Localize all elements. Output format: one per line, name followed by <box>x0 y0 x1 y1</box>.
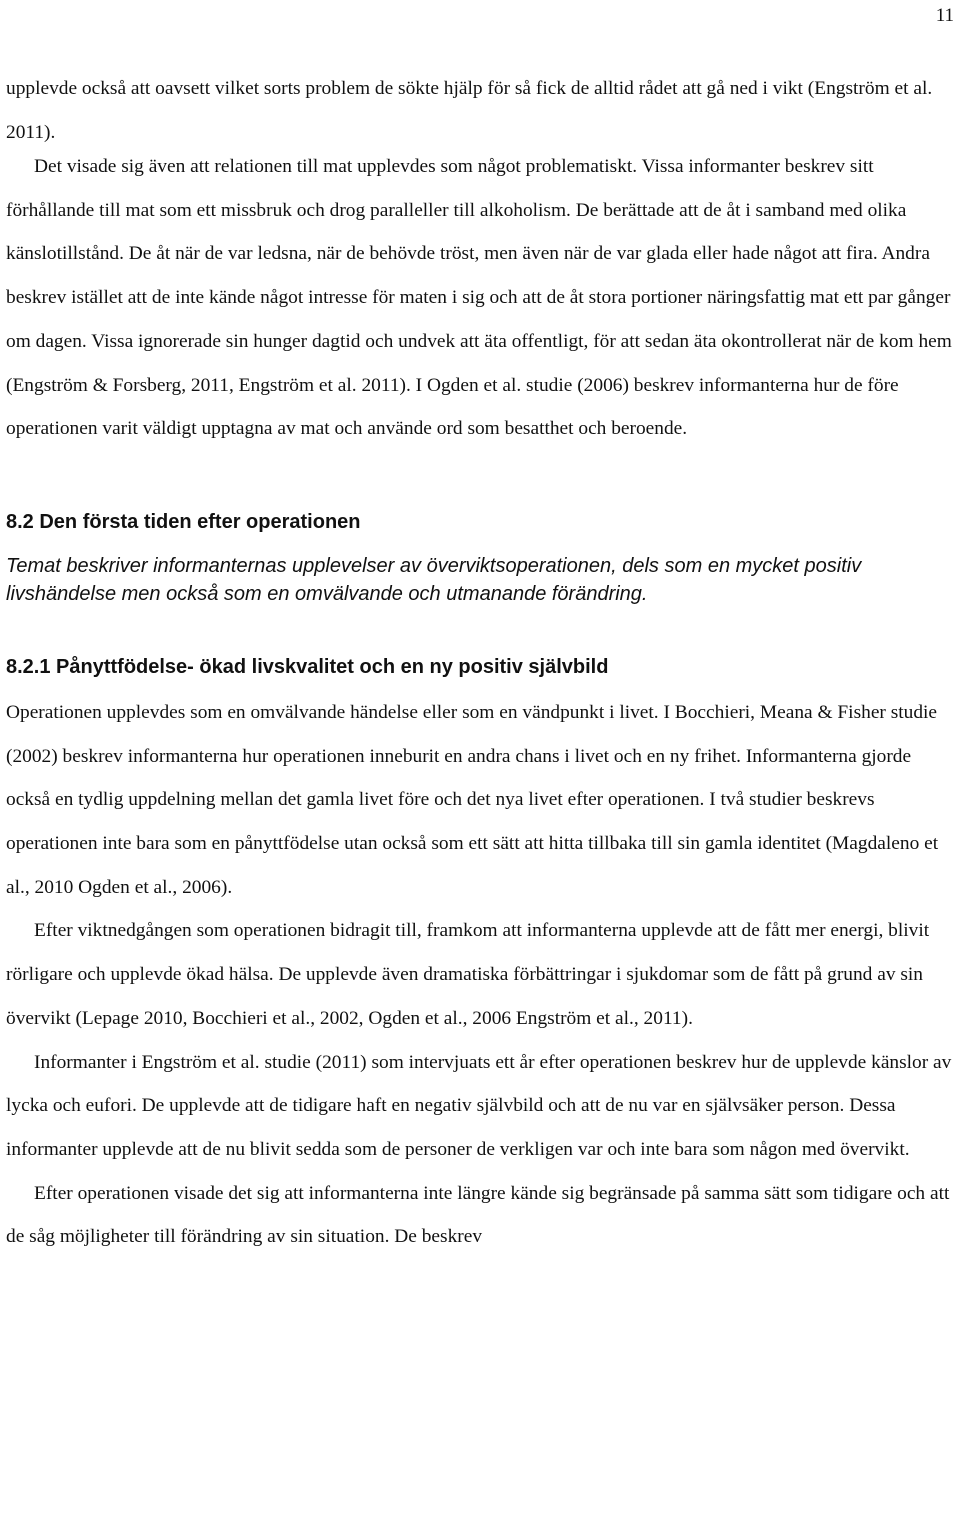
section-intro: Temat beskriver informanternas upplevelser av överviktsoperationen, dels som en mycket positiv livshändelse men också som en omvälvande och utmanande förändring. <box>6 554 862 606</box>
paragraph-health: Efter viktnedgången som operationen bidragit till, framkom att informanterna upplevde att de fått mer energi, blivit rörligare och upplevde ökad hälsa. De upplevde även dramatiska förbättringar i sjukdomar som de fått på grund av sin övervikt (Lepage 2010, Bocchieri et al., 2002, Ogden et al., 2006 Engström et al., 2011). <box>6 920 930 1029</box>
spacer <box>6 609 954 653</box>
spacer <box>6 451 954 508</box>
page-number: 11 <box>935 5 954 26</box>
paragraph-rebirth: Operationen upplevdes som en omvälvande händelse eller som en vändpunkt i livet. I Bocchieri, Meana & Fisher studie (2002) beskrev informanterna hur operationen inneburit en andra chans i livet och en ny frihet. Informanterna gjorde också en tydlig uppdelning mellan det gamla livet före och det nya livet efter operationen. I två studier beskrevs operationen inte bara som en pånyttfödelse utan också som ett sätt att hitta tillbaka till sin gamla identitet (Magdaleno et al., 2010 Ogden et al., 2006). <box>6 701 939 898</box>
paragraph-self-image: Informanter i Engström et al. studie (2011) som intervjuats ett år efter operationen beskrev hur de upplevde känslor av lycka och eufori. De upplevde att de tidigare haft en negativ självbild och att de nu var en självsäker person. Dessa informanter upplevde att de nu blivit sedda som de personer de verkligen var och inte bara som någon med övervikt. <box>6 1051 952 1160</box>
paragraph-food-relation: Det visade sig även att relationen till mat upplevdes som något problematiskt. Vissa informanter beskrev sitt förhållande till mat som ett missbruk och drog paralleller till alkoholism. De berättade att de åt i samband med olika känslotillstånd. De åt när de var ledsna, när de behövde tröst, men även när de var glada eller hade något att fira. Andra beskrev istället att de inte kände något intresse för maten i sig och att de åt stora portioner näringsfattig mat ett par gånger om dagen. Vissa ignorerade sin hunger dagtid och undvek att äta offentligt, för att sedan äta okontrollerat när de kom hem (Engström & Forsberg, 2011, Engström et al. 2011). I Ogden et al. studie (2006) beskrev informanterna hur de före operationen varit väldigt upptagna av mat och använde ord som besatthet och beroende. <box>6 156 952 440</box>
document-body <box>6 71 954 1259</box>
spacer <box>6 536 954 552</box>
section-heading: 8.2 Den första tiden efter operationen <box>6 510 361 533</box>
spacer <box>6 681 954 691</box>
paragraph-possibilities: Efter operationen visade det sig att informanterna inte längre kände sig begränsade på samma sätt som tidigare och att de såg möjligheter till förändring av sin situation. De beskrev <box>6 1182 950 1248</box>
subsection-heading: 8.2.1 Pånyttfödelse- ökad livskvalitet och en ny positiv självbild <box>6 655 609 678</box>
paragraph-continued: upplevde också att oavsett vilket sorts problem de sökte hjälp för så fick de alltid rådet att gå ned i vikt (Engström et al. 2011). <box>6 78 933 143</box>
